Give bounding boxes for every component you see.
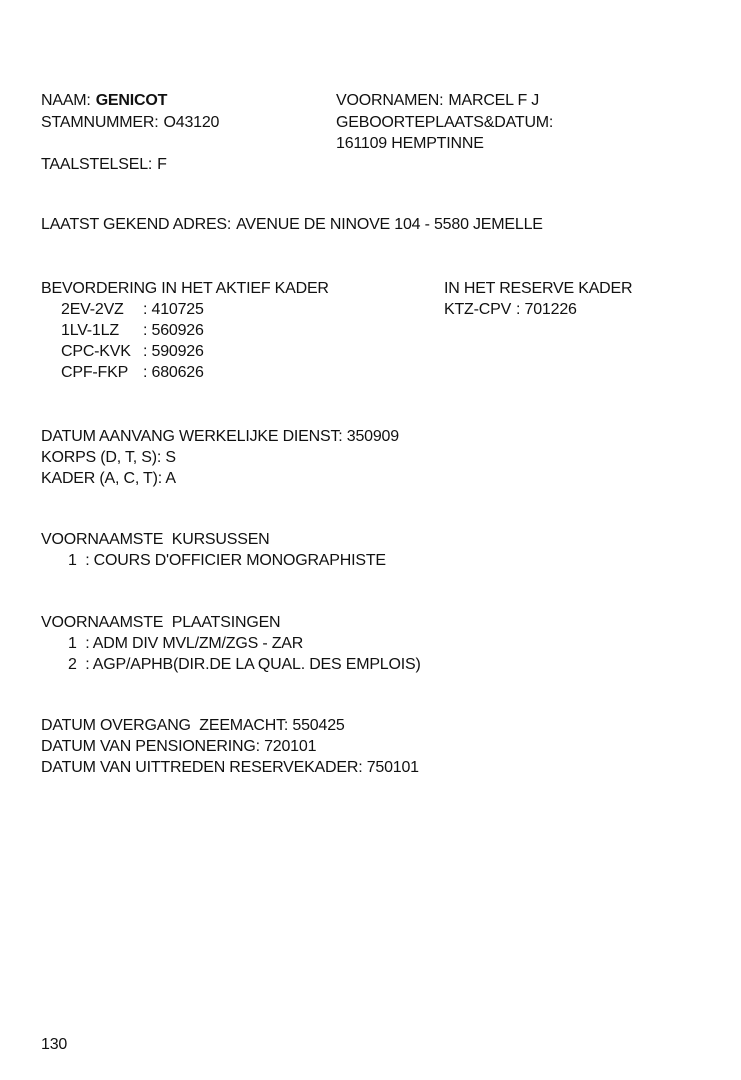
adres-line: [41, 215, 543, 235]
naam-value: GENICOT: [95, 92, 168, 109]
plaatsingen-title: VOORNAAMSTE PLAATSINGEN: [41, 614, 281, 631]
datum-pensionering: DATUM VAN PENSIONERING: 720101: [41, 738, 317, 755]
aktief-item-value: : 680626: [143, 364, 204, 381]
stamnummer-value: O43120: [163, 114, 220, 131]
aktief-item-value: : 410725: [143, 301, 204, 318]
kursussen-title: VOORNAAMSTE KURSUSSEN: [41, 531, 270, 548]
datum-uittreden: DATUM VAN UITTREDEN RESERVEKADER: 750101: [41, 759, 419, 776]
geboorte-value: 161109 HEMPTINNE: [336, 135, 484, 152]
adres-value: AVENUE DE NINOVE 104 - 5580 JEMELLE: [236, 216, 543, 233]
voornamen-label: VOORNAMEN:: [336, 92, 444, 109]
aktief-item-code: 1LV-1LZ: [61, 322, 119, 339]
aktief-item: [61, 342, 204, 362]
naam-line: [41, 91, 167, 111]
reserve-item-value: : 701226: [516, 301, 577, 318]
stamnummer-line: [41, 113, 219, 133]
aktief-item-value: : 560926: [143, 322, 204, 339]
kursus-item: 1 : COURS D'OFFICIER MONOGRAPHISTE: [68, 552, 386, 569]
voornamen-value: MARCEL F J: [448, 92, 540, 109]
aktief-item: [61, 363, 204, 383]
naam-label: NAAM:: [41, 92, 91, 109]
aktief-item-code: CPC-KVK: [61, 343, 131, 360]
datum-overgang: DATUM OVERGANG ZEEMACHT: 550425: [41, 717, 345, 734]
aktief-item: [61, 321, 204, 341]
korps: KORPS (D, T, S): S: [41, 449, 176, 466]
taalstelsel-value: F: [157, 156, 167, 173]
geboorte-label: GEBOORTEPLAATS&DATUM:: [336, 114, 554, 131]
reserve-item: [444, 300, 577, 320]
aktief-kader-title: BEVORDERING IN HET AKTIEF KADER: [41, 280, 329, 297]
aktief-item: [61, 300, 204, 320]
plaatsing-item: 1 : ADM DIV MVL/ZM/ZGS - ZAR: [68, 635, 304, 652]
stamnummer-label: STAMNUMMER:: [41, 114, 159, 131]
reserve-kader-title: IN HET RESERVE KADER: [444, 280, 633, 297]
kader: KADER (A, C, T): A: [41, 470, 176, 487]
taalstelsel-label: TAALSTELSEL:: [41, 156, 153, 173]
page-number: 130: [41, 1036, 68, 1053]
aktief-item-value: : 590926: [143, 343, 204, 360]
aanvang-dienst: DATUM AANVANG WERKELIJKE DIENST: 350909: [41, 428, 399, 445]
voornamen-line: [336, 91, 539, 111]
aktief-item-code: CPF-FKP: [61, 364, 129, 381]
aktief-item-code: 2EV-2VZ: [61, 301, 124, 318]
plaatsing-item: 2 : AGP/APHB(DIR.DE LA QUAL. DES EMPLOIS): [68, 656, 421, 673]
taalstelsel-line: [41, 155, 167, 175]
adres-label: LAATST GEKEND ADRES:: [41, 216, 232, 233]
reserve-item-code: KTZ-CPV: [444, 301, 512, 318]
